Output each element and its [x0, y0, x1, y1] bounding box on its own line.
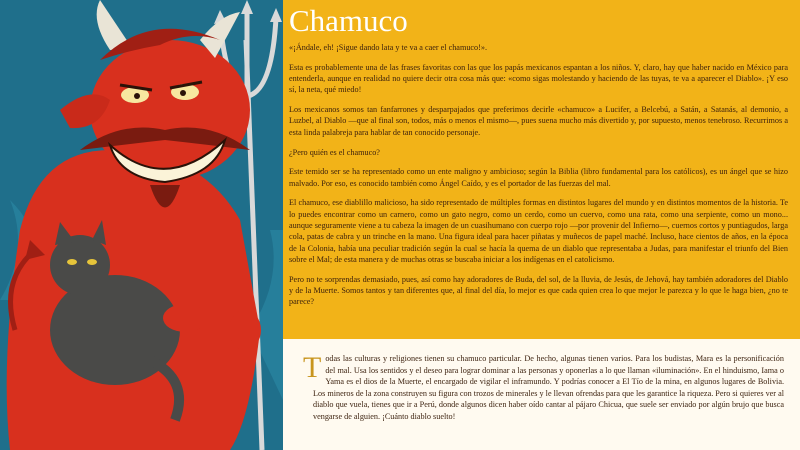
paragraph-quote: «¡Ándale, eh! ¡Sigue dando lata y te va a caer el chamuco!».	[289, 43, 488, 52]
article-title: Chamuco	[289, 3, 408, 38]
paragraph-conclusion: Pero no te sorprendas demasiado, pues, así como hay adoradores de Buda, del sol, de la lluvia, de Jesús, de Jehová, hay también adoradores del Diablo y de la Muerte. Somos tantos y tan diferentes que, al final del día, lo mejor es que cada quien crea lo que mejor le parezca y lo que le haga bien, ¿no te parece?	[289, 274, 788, 307]
paragraph-representations: El chamuco, ese diablillo malicioso, ha sido representado de múltiples formas en distintos lugares del mundo y en distintos momentos de la historia. Te lo puedes encontrar como un carnero, como un gato negro, como un cerdo, como un cuervo, como una rata, como una serpiente, como un mono... aunque seguramente viene a tu cabeza la imagen de un cuasihumano con cuerpo rojo —por provenir del Infierno—, cuernos cortos y puntiagudos, larga cola, patas de cabra y un trinche en la mano. Una figura ideal para hacer piñatas y muñecos de papel maché. Incluso, hace cientos de años, en la época de la Colonia, había una peculiar tradición según la cual se hacía la quema de un diablo que representaba a Judas, para manifestar el triunfo del Bien sobre el Mal; de esta manera y de muchas otras se buscaba iniciar a los indígenas en el catolicismo.	[289, 198, 788, 264]
paragraph-names: Los mexicanos somos tan fanfarrones y desparpajados que preferimos decirle «chamuco» a Lucifer, a Belcebú, a Satán, a Satanás, al demonio, a Luzbel, al Diablo —que al final son, todos, más o menos el mismo—, pues suena mucho más divertido y, por supuesto, menos tenebroso. Recurrimos a esta linda palabreja para hablar de tan conocido personaje.	[289, 105, 788, 137]
sidebar-box	[283, 339, 800, 450]
sidebar-text: odas las culturas y religiones tienen su chamuco particular. De hecho, algunas tienen varios. Para los budistas, Mara es la personificación del mal. Usa los sentidos y el deseo para lograr dominar a las personas y oponerlas a lo que llaman «iluminación». En el hinduismo, Iama o Yama es el dios de la Muerte, el encargado de vigilar el inframundo. Y podrías conocer a El Tío de la mina, en algunos lugares de Bolivia. Los mineros de la zona construyen su figura con trozos de minerales y le llevan ofrendas para que les garantice la riqueza. Pero si quieres ver al diablo que vuela, tienes que ir a Perú, donde algunos dicen haber oído cantar al pájaro Chicua, que suele ser enviado por algún brujo que busca vengarse de alguien. ¡Cuánto diablo suelto!	[313, 354, 784, 421]
paragraph-definition: Este temido ser se ha representado como un ente maligno y ambicioso; según la Biblia (libro fundamental para los católicos), es un ángel que se hizo malvado. Por eso, es conocido también como Ángel Caído, y es el portador de las fuerzas del mal.	[289, 167, 788, 188]
article-panel	[283, 0, 800, 339]
devil-with-cat-drawing	[0, 0, 283, 450]
devil-illustration	[0, 0, 283, 450]
paragraph-intro: Esta es probablemente una de las frases favoritas con las que los papás mexicanos espantan a los niños. Y, claro, hay que haber nacido en México para entenderla, aunque en realidad no quiere decir otra cosa más que: «como sigas molestando y haciendo de las tuyas, te va a aparecer el Diablo». ¡Y eso sí, la neta, qué miedo!	[289, 62, 788, 95]
dropcap-letter: T	[303, 351, 322, 384]
paragraph-question: ¿Pero quién es el chamuco?	[289, 147, 380, 157]
sidebar-text-block	[303, 351, 784, 422]
